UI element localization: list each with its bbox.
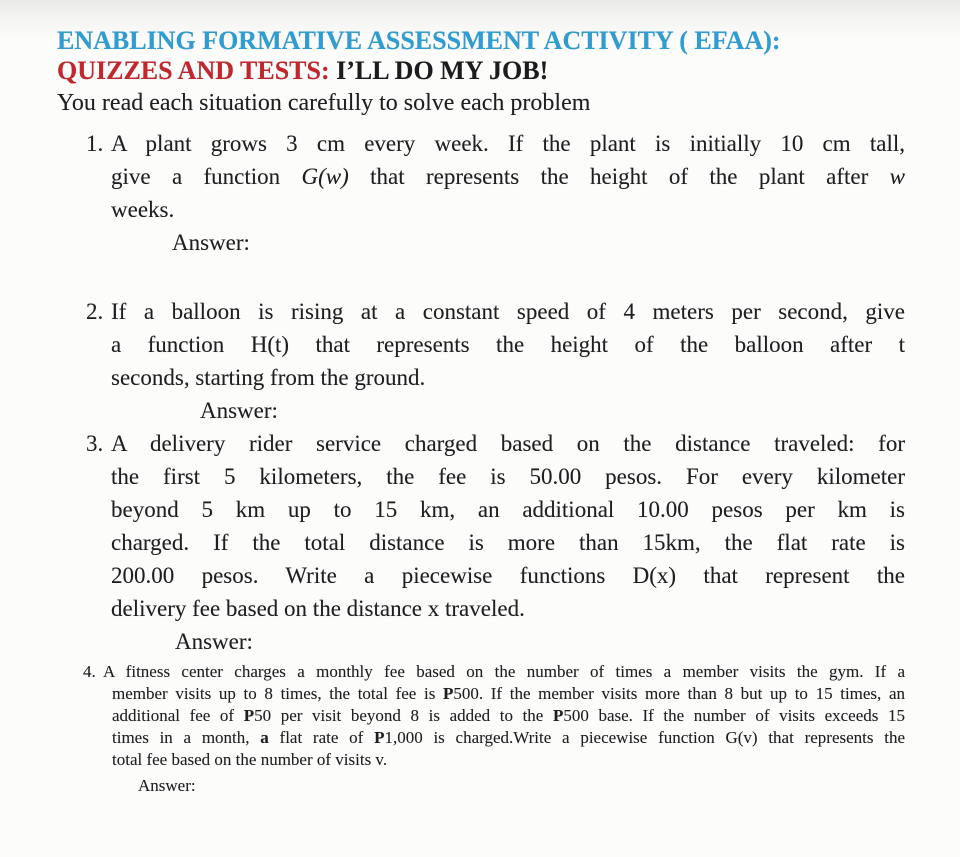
question-text: A fitness center charges a monthly fee based on the number of times a member visits the gym. If a: [103, 662, 905, 681]
question-text: A plant grows 3 cm every week. If the plant is initially 10 cm tall,: [111, 131, 905, 156]
question-text: A delivery rider service charged based on the distance traveled: for: [111, 431, 905, 456]
question-line: [111, 295, 905, 328]
question-text: weeks.: [111, 197, 175, 222]
question-text: beyond 5 km up to 15 km, an additional 10.00 pesos per km is: [111, 497, 905, 522]
question-text: flat rate of: [268, 728, 375, 747]
question-text: seconds, starting from the ground.: [111, 365, 426, 390]
answer-label: Answer:: [200, 398, 278, 423]
emphasized-text: P: [374, 728, 385, 747]
worksheet-title: [57, 26, 905, 86]
question-item-2: [86, 295, 905, 427]
question-line: [111, 526, 905, 559]
emphasized-text: P: [442, 684, 454, 703]
instructions-text: You read each situation carefully to solve each problem: [57, 90, 591, 116]
question-item-1: [86, 127, 905, 259]
question-number: 4.: [83, 662, 96, 681]
question-line: [111, 559, 905, 592]
title-line1: ENABLING FORMATIVE ASSESSMENT ACTIVITY ( EFAA):: [57, 26, 781, 55]
question-text: If a balloon is rising at a constant speed of 4 meters per second, give: [111, 299, 905, 324]
question-line: [111, 427, 905, 460]
answer-label: Answer:: [175, 629, 253, 654]
question-text: total fee based on the number of visits v.: [112, 750, 388, 769]
question-text: additional fee of: [112, 706, 244, 725]
question-text: 1,000 is charged.Write a piecewise function G(v) that represents the: [384, 728, 905, 747]
question-text: that represents the height of the plant after: [348, 164, 890, 189]
question-text: a function H(t) that represents the height of the balloon after t: [111, 332, 905, 357]
question-item-3: [86, 427, 905, 658]
question-item-4: [83, 661, 905, 797]
question-line: [111, 328, 905, 361]
question-text: 50 per visit beyond 8 is added to the: [254, 706, 553, 725]
question-line: [111, 127, 905, 160]
question-line: [111, 160, 905, 193]
question-line: [103, 661, 905, 683]
question-line: [112, 727, 905, 749]
answer-label: Answer:: [172, 230, 250, 255]
question-line: [111, 361, 905, 394]
question-text: the first 5 kilometers, the fee is 50.00 pesos. For every kilometer: [111, 464, 905, 489]
question-line: [112, 705, 905, 727]
question-list: [57, 127, 905, 797]
title-line2-black: I’LL DO MY JOB!: [329, 56, 549, 85]
question-line: [111, 193, 905, 226]
question-number: 1.: [86, 131, 104, 156]
question-line: [111, 592, 905, 625]
function-notation: w: [889, 164, 905, 189]
title-line2-red: QUIZZES AND TESTS:: [57, 56, 330, 85]
question-text: times in a month,: [112, 728, 261, 747]
question-text: 500. If the member visits more than 8 but up to 15 times, an: [453, 684, 905, 703]
question-text: 500 base. If the number of visits exceeds 15: [563, 706, 905, 725]
answer-label: Answer:: [138, 776, 196, 795]
question-line: [111, 460, 905, 493]
emphasized-text: P: [552, 706, 564, 725]
emphasized-text: a: [260, 728, 269, 747]
emphasized-text: P: [243, 706, 255, 725]
function-notation: G(w): [301, 164, 349, 189]
title-line2: [57, 56, 905, 86]
question-number: 3.: [86, 431, 104, 456]
question-line: [112, 749, 905, 771]
question-text: 200.00 pesos. Write a piecewise functions D(x) that represent the: [111, 563, 905, 588]
question-text: member visits up to 8 times, the total fee is: [112, 684, 443, 703]
question-text: delivery fee based on the distance x traveled.: [111, 596, 525, 621]
question-number: 2.: [86, 299, 104, 324]
question-line: [112, 683, 905, 705]
question-text: give a function: [111, 164, 302, 189]
question-line: [111, 493, 905, 526]
question-text: charged. If the total distance is more than 15km, the flat rate is: [111, 530, 905, 555]
